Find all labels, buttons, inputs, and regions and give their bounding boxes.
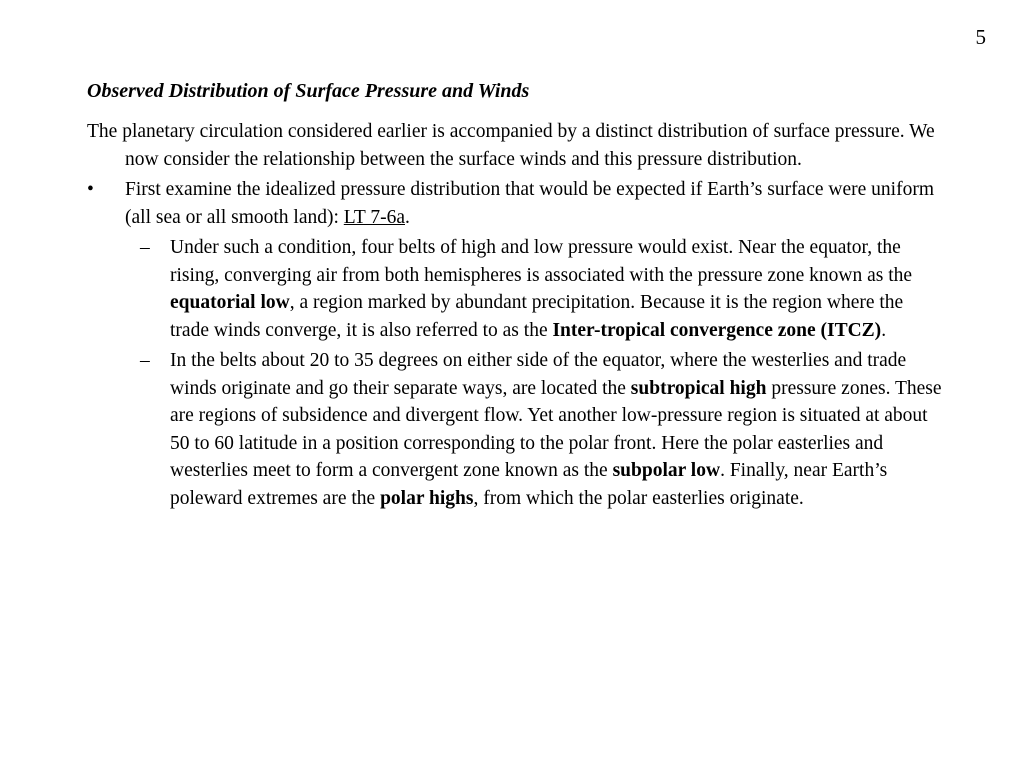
sub-bullet-text: In the belts about 20 to 35 degrees on either side of the equator, where the westerlies and trade winds originate and go their separate ways, are located the	[170, 350, 907, 399]
bold-term-equatorial-low: equatorial low	[170, 292, 290, 313]
bullet-text: First examine the idealized pressure distribution that would be expected if Earth’s surface were uniform (all sea or all smooth land):	[125, 179, 934, 228]
bold-term-polar-highs: polar highs	[380, 487, 474, 509]
sub-bullet-text: pressure zones. These are regions of subsidence and divergent flow. Yet another low-pressure region is situated at about 50 to 60 latitude in a position corresponding to the polar front. Here the polar easterlies and westerlies meet to form a convergent zone known as the	[170, 377, 942, 481]
dash-marker: –	[140, 350, 150, 371]
sub-bullet-text: , from which the polar easterlies originate.	[473, 487, 804, 509]
bold-term-subtropical-high: subtropical high	[630, 377, 767, 399]
sub-bullet-text: . Finally, near Earth’s poleward extremes are the	[170, 460, 888, 509]
page-number: 5	[975, 25, 986, 49]
sub-bullet-subtropical-high	[132, 347, 947, 512]
sub-bullet-text: .	[881, 319, 887, 341]
bold-term-subpolar-low: subpolar low	[612, 460, 721, 481]
lt-7-6a-link[interactable]: LT 7-6a	[343, 206, 405, 228]
bullet-item	[87, 176, 947, 231]
bullet-end: .	[405, 206, 410, 228]
bold-term-itcz: Inter-tropical convergence zone (ITCZ)	[552, 319, 882, 341]
sub-bullet-text: Under such a condition, four belts of high and low pressure would exist. Near the equator, the rising, converging air from both hemispheres is associated with the pressure zone known as the	[170, 237, 913, 286]
slide-title: Observed Distribution of Surface Pressure and Winds	[87, 80, 530, 102]
sub-bullet-text: , a region marked by abundant precipitation. Because it is the region where the trade winds converge, it is also referred to as the	[170, 292, 904, 341]
intro-paragraph: The planetary circulation considered earlier is accompanied by a distinct distribution of surface pressure. We now consider the relationship between the surface winds and this pressure distribution.	[87, 121, 935, 170]
sub-bullet-equatorial-low	[132, 234, 947, 344]
dash-marker: –	[140, 237, 150, 258]
bullet-marker: •	[87, 179, 94, 200]
slide-content	[87, 118, 947, 515]
